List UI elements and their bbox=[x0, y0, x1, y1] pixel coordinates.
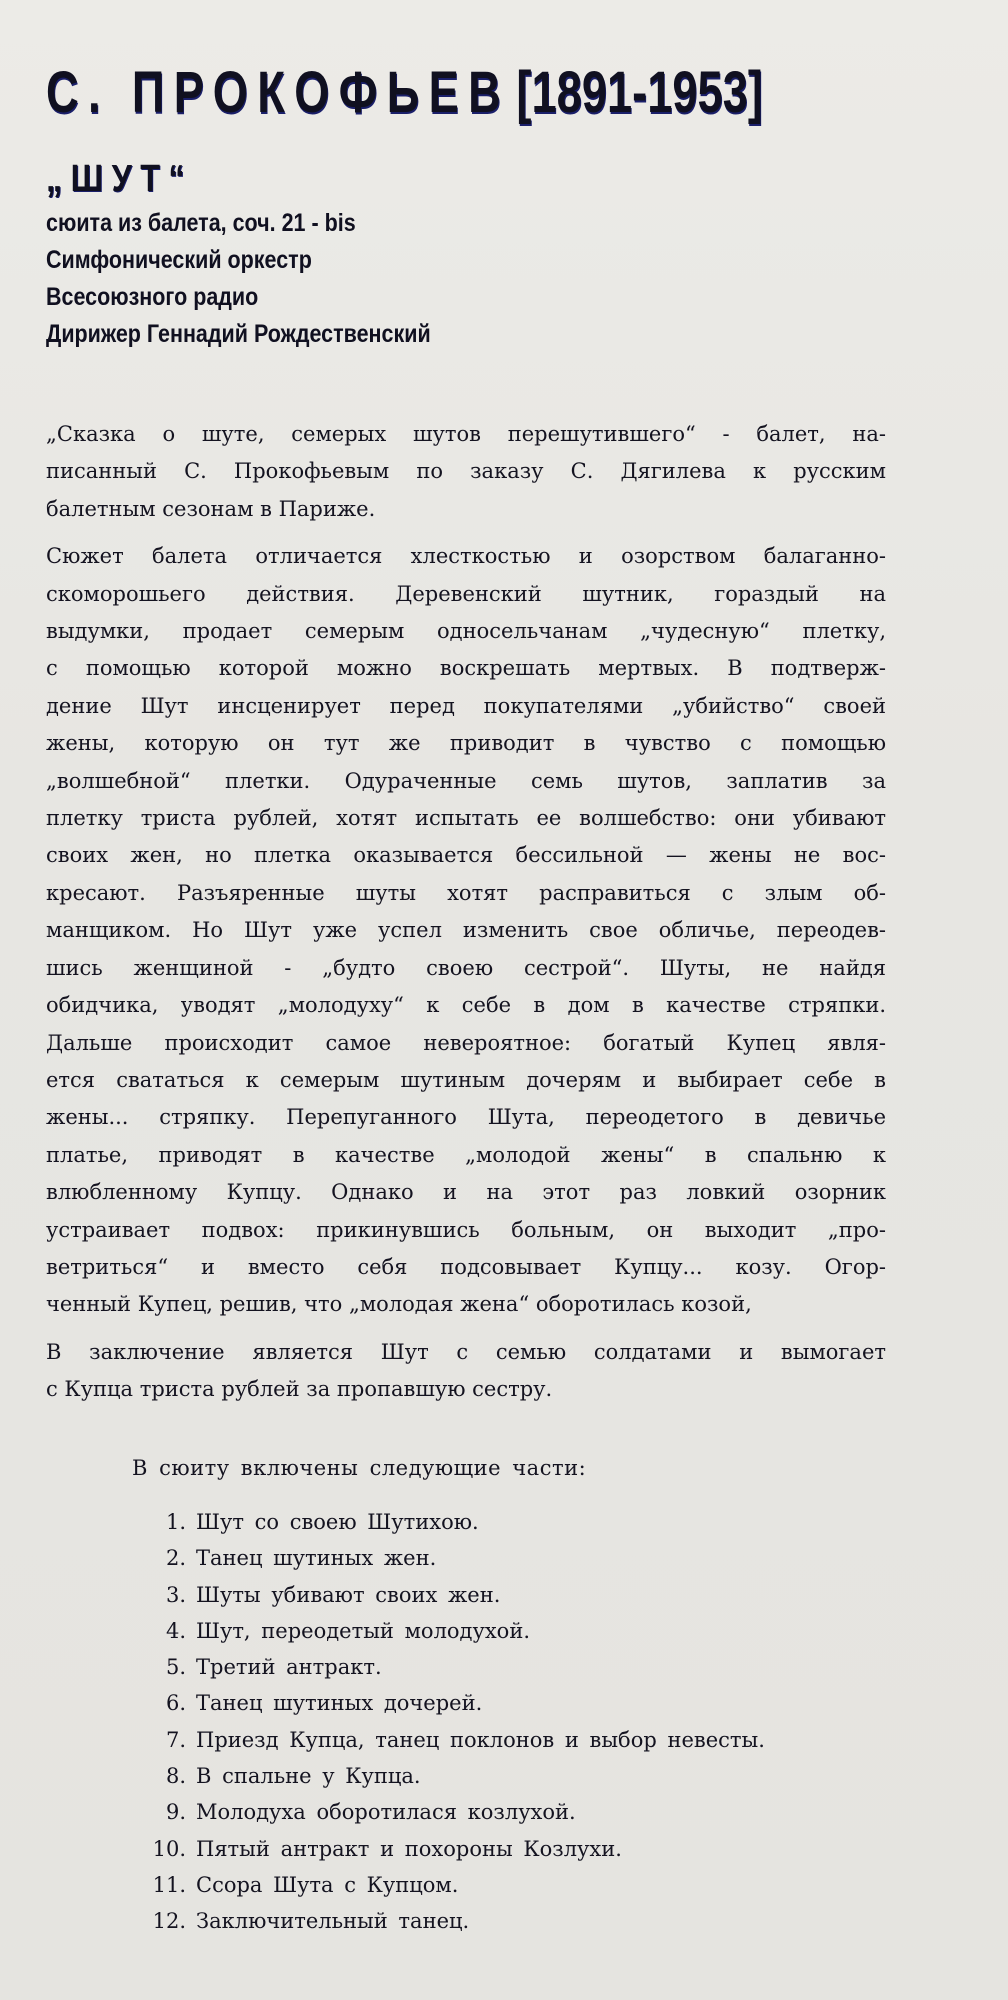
part-title: Шуты убивают своих жен. bbox=[196, 1582, 501, 1607]
text-line: ется свататься к семерым шутиным дочерям и выбирает себе в bbox=[46, 1067, 886, 1092]
suite-part-item bbox=[140, 1685, 765, 1721]
suite-part-item bbox=[140, 1649, 765, 1685]
part-title: Шут, переодетый молодухой. bbox=[196, 1618, 530, 1643]
part-number: 4. bbox=[165, 1618, 186, 1643]
text-line: платье, приводят в качестве „молодой жены“ в спальню к bbox=[46, 1142, 886, 1167]
text-line: влюбленному Купцу. Однако и на этот раз ловкий озорник bbox=[46, 1180, 886, 1205]
part-number: 10. bbox=[152, 1836, 186, 1861]
composer-years: [1891-1953] bbox=[516, 60, 763, 125]
text-line: дение Шут инсценирует перед покупателями „убийство“ своей bbox=[46, 693, 886, 718]
part-title: Шут со своею Шутихою. bbox=[196, 1510, 479, 1534]
part-title: Приезд Купца, танец поклонов и выбор невесты. bbox=[196, 1727, 765, 1752]
part-number: 11. bbox=[152, 1872, 186, 1897]
work-title: „ШУТ“ bbox=[46, 158, 194, 200]
suite-parts-heading: В сюиту включены следующие части: bbox=[132, 1456, 587, 1480]
text-line: „Сказка о шуте, семерых шутов перешутившего“ - балет, на- bbox=[46, 422, 886, 446]
part-title: Ссора Шута с Купцом. bbox=[196, 1872, 459, 1897]
part-title: Заключительный танец. bbox=[196, 1909, 470, 1934]
part-number: 12. bbox=[152, 1909, 186, 1934]
text-line: В заключение является Шут с семью солдатами и вымогает bbox=[46, 1339, 886, 1364]
text-line: писанный С. Прокофьевым по заказу С. Дягилева к русским bbox=[46, 459, 886, 484]
suite-part-item bbox=[140, 1794, 765, 1830]
part-number: 2. bbox=[165, 1546, 186, 1571]
part-number: 3. bbox=[165, 1582, 186, 1607]
composer-name-line bbox=[46, 62, 763, 124]
part-title: Пятый антракт и похороны Козлухи. bbox=[196, 1836, 622, 1861]
part-number: 6. bbox=[165, 1691, 186, 1716]
synopsis-text bbox=[46, 416, 886, 1419]
paragraph-conclusion bbox=[46, 1334, 886, 1409]
text-line: плетку триста рублей, хотят испытать ее волшебство: они убивают bbox=[46, 806, 886, 831]
credit-opus: сюита из балета, соч. 21 - bis bbox=[46, 209, 356, 237]
suite-part-item bbox=[140, 1577, 765, 1613]
part-title: Третий антракт. bbox=[196, 1655, 382, 1680]
text-line: жены, которую он тут же приводит в чувство с помощью bbox=[46, 731, 886, 756]
composer-name: С. ПРОКОФЬЕВ bbox=[46, 60, 511, 125]
part-title: Танец шутиных жен. bbox=[196, 1546, 437, 1571]
text-line: манщиком. Но Шут уже успел изменить свое обличье, переодев- bbox=[46, 918, 886, 943]
suite-part-item bbox=[140, 1504, 765, 1540]
part-title: Танец шутиных дочерей. bbox=[196, 1691, 483, 1716]
suite-part-item bbox=[140, 1540, 765, 1576]
text-line: ветриться“ и вместо себя подсовывает Купцу... козу. Огор- bbox=[46, 1254, 886, 1279]
text-line: кресают. Разъяренные шуты хотят расправиться с злым об- bbox=[46, 880, 886, 905]
text-line: обидчика, уводят „молодуху“ к себе в дом в качестве стряпки. bbox=[46, 993, 886, 1018]
text-line: ченный Купец, решив, что „молодая жена“ оборотилась козой, bbox=[46, 1292, 752, 1317]
suite-part-item bbox=[140, 1722, 765, 1758]
suite-part-item bbox=[140, 1903, 765, 1939]
part-number: 9. bbox=[165, 1800, 186, 1825]
text-line: балетным сезонам в Париже. bbox=[46, 496, 376, 521]
part-title: В спальне у Купца. bbox=[196, 1764, 421, 1789]
part-title: Молодуха оборотилася козлухой. bbox=[196, 1800, 576, 1825]
suite-parts-list bbox=[140, 1504, 765, 1940]
suite-part-item bbox=[140, 1758, 765, 1794]
composer-heading bbox=[46, 62, 965, 124]
performance-credits bbox=[46, 205, 431, 353]
text-line: Сюжет балета отличается хлесткостью и озорством балаганно- bbox=[46, 544, 886, 569]
credit-orchestra: Симфонический оркестр bbox=[46, 246, 312, 274]
part-number: 8. bbox=[165, 1764, 186, 1789]
suite-part-item bbox=[140, 1831, 765, 1867]
paragraph-intro bbox=[46, 416, 886, 528]
text-line: Дальше происходит самое невероятное: богатый Купец явля- bbox=[46, 1030, 886, 1055]
part-number: 7. bbox=[165, 1727, 186, 1752]
text-line: выдумки, продает семерым односельчанам „чудесную“ плетку, bbox=[46, 619, 886, 644]
text-line: с Купца триста рублей за пропавшую сестру. bbox=[46, 1377, 553, 1402]
suite-part-item bbox=[140, 1867, 765, 1903]
paragraph-plot bbox=[46, 538, 886, 1324]
text-line: шись женщиной - „будто своею сестрой“. Шуты, не найдя bbox=[46, 955, 886, 980]
text-line: устраивает подвох: прикинувшись больным, он выходит „про- bbox=[46, 1217, 886, 1242]
text-line: скоморошьего действия. Деревенский шутник, гораздый на bbox=[46, 581, 886, 606]
text-line: „волшебной“ плетки. Одураченные семь шутов, заплатив за bbox=[46, 768, 886, 793]
text-line: с помощью которой можно воскрешать мертвых. В подтверж- bbox=[46, 656, 886, 681]
text-line: жены... стряпку. Перепуганного Шута, переодетого в девичье bbox=[46, 1105, 886, 1130]
part-number: 1. bbox=[165, 1510, 186, 1534]
credit-conductor: Дирижер Геннадий Рождественский bbox=[46, 320, 431, 348]
suite-part-item bbox=[140, 1613, 765, 1649]
credit-orchestra-radio: Всесоюзного радио bbox=[46, 283, 259, 311]
part-number: 5. bbox=[165, 1655, 186, 1680]
text-line: своих жен, но плетка оказывается бессильной — жены не вос- bbox=[46, 843, 886, 868]
